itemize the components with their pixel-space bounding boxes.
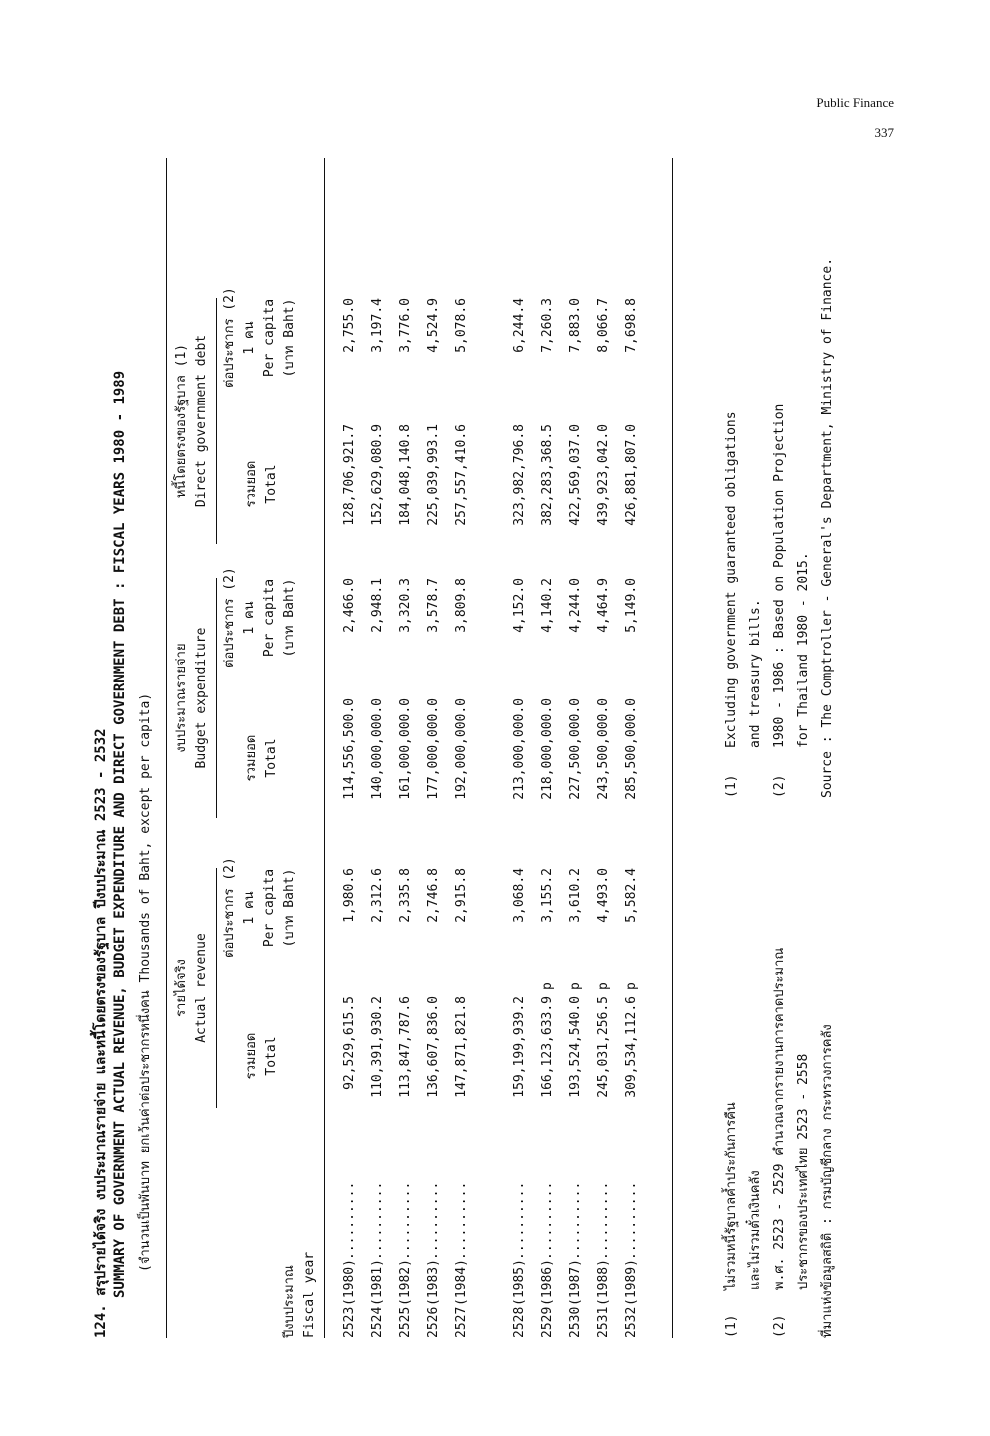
cell-ad: (1987) bbox=[568, 1259, 583, 1306]
group-label-thai: งบประมาณรายจ่าย bbox=[174, 643, 189, 753]
cell-debt-total: 323,982,796.8 bbox=[512, 424, 527, 526]
cell-dots: .......... bbox=[370, 1181, 385, 1260]
cell-ad: (1983) bbox=[426, 1259, 441, 1306]
note-thai-2-line-b: ประชากรของประเทศไทย 2523 - 2558 bbox=[796, 1053, 811, 1290]
cell-dots: .......... bbox=[624, 1181, 639, 1260]
note-thai-2-number: (2) bbox=[772, 1314, 787, 1338]
group-label-en: Direct government debt bbox=[194, 334, 209, 508]
cell-dots: .......... bbox=[540, 1181, 555, 1260]
cell-debt-percap: 2,755.0 bbox=[342, 298, 357, 353]
col-header-revenue-percap bbox=[220, 858, 300, 958]
note-thai-2-line-a: พ.ศ. 2523 - 2529 คำนวณจากรายงานการคาดประมาณ bbox=[772, 947, 787, 1290]
cell-rev-total: 193,524,540.0 bbox=[568, 996, 583, 1098]
cell-exp-percap: 5,149.0 bbox=[624, 578, 639, 633]
group-header-debt bbox=[172, 298, 212, 544]
col-label-unit: (บาท Baht) bbox=[282, 868, 297, 948]
group-rule-revenue bbox=[216, 868, 217, 1108]
cell-rev-percap: 3,155.2 bbox=[540, 868, 555, 923]
cell-exp-percap: 4,464.9 bbox=[596, 578, 611, 633]
cell-exp-total: 243,500,000.0 bbox=[596, 698, 611, 800]
group-rule-debt bbox=[216, 298, 217, 544]
note-thai-1-line-b: และไม่รวมตั๋วเงินคลัง bbox=[748, 1170, 763, 1290]
cell-debt-total: 439,923,042.0 bbox=[596, 424, 611, 526]
cell-be: 2530 bbox=[568, 1306, 583, 1338]
table-title-thai: 124. สรุปรายได้จริง งบประมาณรายจ่าย และหนี้โดยตรงของรัฐบาล ปีงบประมาณ 2523 - 2532 bbox=[93, 728, 109, 1338]
table-row bbox=[426, 198, 448, 1378]
group-header-expenditure bbox=[172, 578, 212, 818]
table-row bbox=[370, 198, 392, 1378]
col-header-expenditure-percap bbox=[220, 568, 300, 668]
group-label-en: Actual revenue bbox=[194, 933, 209, 1043]
group-label-thai: รายได้จริง bbox=[174, 959, 189, 1017]
cell-exp-percap: 4,140.2 bbox=[540, 578, 555, 633]
cell-ad: (1989) bbox=[624, 1259, 639, 1306]
col-label-en: Total bbox=[264, 464, 279, 504]
cell-ad: (1985) bbox=[512, 1259, 527, 1306]
col-label-thai: รวมยอด bbox=[244, 460, 259, 508]
cell-debt-percap: 7,698.8 bbox=[624, 298, 639, 353]
cell-rev-percap: 3,610.2 bbox=[568, 868, 583, 923]
cell-rev-percap: 5,582.4 bbox=[624, 868, 639, 923]
group-label-en: Budget expenditure bbox=[194, 627, 209, 769]
cell-debt-total: 257,557,410.6 bbox=[454, 424, 469, 526]
cell-dots: .......... bbox=[398, 1181, 413, 1260]
col-label-thai: ต่อประชากร (2) bbox=[222, 287, 237, 388]
table-row bbox=[540, 198, 562, 1378]
cell-debt-percap: 7,260.3 bbox=[540, 298, 555, 353]
table-row bbox=[596, 198, 618, 1378]
cell-be: 2531 bbox=[596, 1306, 611, 1338]
cell-exp-percap: 3,809.8 bbox=[454, 578, 469, 633]
cell-be: 2527 bbox=[454, 1306, 469, 1338]
cell-dots: .......... bbox=[426, 1181, 441, 1260]
cell-ad: (1981) bbox=[370, 1259, 385, 1306]
cell-exp-total: 227,500,000.0 bbox=[568, 698, 583, 800]
col-label-one: 1 คน bbox=[242, 601, 257, 635]
cell-be: 2529 bbox=[540, 1306, 555, 1338]
rotated-table-page bbox=[60, 78, 930, 1378]
cell-be: 2523 bbox=[342, 1306, 357, 1338]
note-en-2-number: (2) bbox=[772, 774, 787, 798]
cell-rev-percap: 3,068.4 bbox=[512, 868, 527, 923]
cell-exp-total: 177,000,000.0 bbox=[426, 698, 441, 800]
col-header-revenue-total bbox=[242, 996, 282, 1116]
cell-exp-percap: 4,152.0 bbox=[512, 578, 527, 633]
note-en-1-line-a: Excluding government guaranteed obligations bbox=[724, 411, 739, 748]
cell-exp-percap: 2,948.1 bbox=[370, 578, 385, 633]
cell-exp-percap: 4,244.0 bbox=[568, 578, 583, 633]
table-row bbox=[454, 198, 476, 1378]
col-header-expenditure-total bbox=[242, 698, 282, 818]
cell-exp-total: 218,000,000.0 bbox=[540, 698, 555, 800]
note-en-2-line-b: for Thailand 1980 - 2015. bbox=[796, 552, 811, 748]
fiscal-year-label-thai: ปีงบประมาณ bbox=[282, 1265, 297, 1338]
cell-ad: (1982) bbox=[398, 1259, 413, 1306]
cell-rev-percap: 4,493.0 bbox=[596, 868, 611, 923]
col-label-en: Total bbox=[264, 1036, 279, 1076]
cell-debt-percap: 6,244.4 bbox=[512, 298, 527, 353]
cell-debt-percap: 3,197.4 bbox=[370, 298, 385, 353]
cell-ad: (1988) bbox=[596, 1259, 611, 1306]
col-label-unit: (บาท Baht) bbox=[282, 298, 297, 378]
group-header-revenue bbox=[172, 868, 212, 1108]
cell-rev-percap: 2,312.6 bbox=[370, 868, 385, 923]
table-row bbox=[342, 198, 364, 1378]
table-bottom-rule bbox=[672, 158, 673, 1338]
cell-be: 2532 bbox=[624, 1306, 639, 1338]
cell-debt-total: 128,706,921.7 bbox=[342, 424, 357, 526]
cell-debt-total: 426,881,807.0 bbox=[624, 424, 639, 526]
top-rule bbox=[166, 158, 167, 1338]
cell-rev-total: 113,847,787.6 bbox=[398, 996, 413, 1098]
col-label-one: 1 คน bbox=[242, 321, 257, 355]
cell-exp-percap: 2,466.0 bbox=[342, 578, 357, 633]
col-label-en: Total bbox=[264, 738, 279, 778]
cell-be: 2525 bbox=[398, 1306, 413, 1338]
cell-be: 2526 bbox=[426, 1306, 441, 1338]
cell-exp-total: 140,000,000.0 bbox=[370, 698, 385, 800]
cell-ad: (1986) bbox=[540, 1259, 555, 1306]
cell-exp-total: 213,000,000.0 bbox=[512, 698, 527, 800]
note-thai-source: ที่มาแห่งข้อมูลสถิติ : กรมบัญชีกลาง กระทรวงการคลัง bbox=[820, 1024, 835, 1338]
cell-rev-total: 245,031,256.5 bbox=[596, 996, 611, 1098]
table-row bbox=[568, 198, 590, 1378]
table-row bbox=[398, 198, 420, 1378]
cell-debt-total: 422,569,037.0 bbox=[568, 424, 583, 526]
cell-exp-total: 192,000,000.0 bbox=[454, 698, 469, 800]
header-bottom-rule bbox=[324, 158, 325, 1338]
unit-note: (จำนวนเป็นพันบาท ยกเว้นค่าต่อประชากรหนึ่งคน Thousands of Baht, except per capita) bbox=[138, 692, 153, 1272]
cell-exp-percap: 3,320.3 bbox=[398, 578, 413, 633]
cell-rev-percap: 1,980.6 bbox=[342, 868, 357, 923]
cell-flag: p bbox=[540, 982, 555, 990]
cell-rev-percap: 2,335.8 bbox=[398, 868, 413, 923]
cell-debt-total: 382,283,368.5 bbox=[540, 424, 555, 526]
cell-rev-percap: 2,915.8 bbox=[454, 868, 469, 923]
cell-rev-total: 92,529,615.5 bbox=[342, 996, 357, 1090]
cell-debt-total: 152,629,080.9 bbox=[370, 424, 385, 526]
note-en-1-number: (1) bbox=[724, 774, 739, 798]
note-en-source: Source : The Comptroller - General's Department, Ministry of Finance. bbox=[820, 257, 835, 798]
fiscal-year-label-en: Fiscal year bbox=[302, 1251, 317, 1338]
cell-rev-total: 136,607,836.0 bbox=[426, 996, 441, 1098]
table-row bbox=[624, 198, 646, 1378]
col-label-unit: (บาท Baht) bbox=[282, 578, 297, 658]
cell-rev-total: 309,534,112.6 bbox=[624, 996, 639, 1098]
col-label-thai: รวมยอด bbox=[244, 734, 259, 782]
cell-rev-total: 159,199,939.2 bbox=[512, 996, 527, 1098]
cell-dots: .......... bbox=[568, 1181, 583, 1260]
cell-be: 2528 bbox=[512, 1306, 527, 1338]
cell-dots: .......... bbox=[596, 1181, 611, 1260]
cell-flag: p bbox=[596, 982, 611, 990]
group-rule-expenditure bbox=[216, 578, 217, 818]
cell-debt-total: 184,048,140.8 bbox=[398, 424, 413, 526]
cell-flag: p bbox=[568, 982, 583, 990]
group-label-thai: หนี้โดยตรงของรัฐบาล (1) bbox=[174, 343, 189, 499]
cell-debt-percap: 8,066.7 bbox=[596, 298, 611, 353]
note-en-2-line-a: 1980 - 1986 : Based on Population Projection bbox=[772, 403, 787, 748]
col-label-thai: ต่อประชากร (2) bbox=[222, 857, 237, 958]
section-title: Public Finance bbox=[816, 95, 894, 110]
cell-ad: (1984) bbox=[454, 1259, 469, 1306]
col-label-thai: ต่อประชากร (2) bbox=[222, 567, 237, 668]
page-number: 337 bbox=[874, 125, 894, 140]
col-label-one: 1 คน bbox=[242, 891, 257, 925]
col-label-en: Per capita bbox=[262, 868, 277, 948]
cell-exp-total: 285,500,000.0 bbox=[624, 698, 639, 800]
col-header-debt-total bbox=[242, 424, 282, 544]
cell-exp-total: 114,556,500.0 bbox=[342, 698, 357, 800]
note-thai-1-line-a: ไม่รวมหนี้รัฐบาลค้ำประกันการคืน bbox=[724, 1102, 739, 1290]
cell-exp-total: 161,000,000.0 bbox=[398, 698, 413, 800]
col-label-en: Per capita bbox=[262, 298, 277, 378]
fiscal-year-header bbox=[280, 1252, 320, 1338]
cell-debt-percap: 5,078.6 bbox=[454, 298, 469, 353]
cell-rev-total: 166,123,633.9 bbox=[540, 996, 555, 1098]
cell-rev-total: 147,871,821.8 bbox=[454, 996, 469, 1098]
note-en-1-line-b: and treasury bills. bbox=[748, 599, 763, 748]
cell-debt-percap: 3,776.0 bbox=[398, 298, 413, 353]
cell-dots: .......... bbox=[512, 1181, 527, 1260]
cell-rev-percap: 2,746.8 bbox=[426, 868, 441, 923]
cell-exp-percap: 3,578.7 bbox=[426, 578, 441, 633]
col-label-thai: รวมยอด bbox=[244, 1032, 259, 1080]
cell-dots: .......... bbox=[454, 1181, 469, 1260]
cell-debt-percap: 7,883.0 bbox=[568, 298, 583, 353]
cell-debt-total: 225,039,993.1 bbox=[426, 424, 441, 526]
cell-flag: p bbox=[624, 982, 639, 990]
cell-rev-total: 110,391,930.2 bbox=[370, 996, 385, 1098]
col-label-en: Per capita bbox=[262, 578, 277, 658]
table-row bbox=[512, 198, 534, 1378]
cell-be: 2524 bbox=[370, 1306, 385, 1338]
cell-ad: (1980) bbox=[342, 1259, 357, 1306]
note-thai-1-number: (1) bbox=[724, 1314, 739, 1338]
cell-debt-percap: 4,524.9 bbox=[426, 298, 441, 353]
cell-dots: .......... bbox=[342, 1181, 357, 1260]
table-title-english: SUMMARY OF GOVERNMENT ACTUAL REVENUE, BUDGET EXPENDITURE AND DIRECT GOVERNMENT DEBT : FISCAL YEARS 1980 - 1989 bbox=[112, 370, 128, 1298]
col-header-debt-percap bbox=[220, 288, 300, 388]
